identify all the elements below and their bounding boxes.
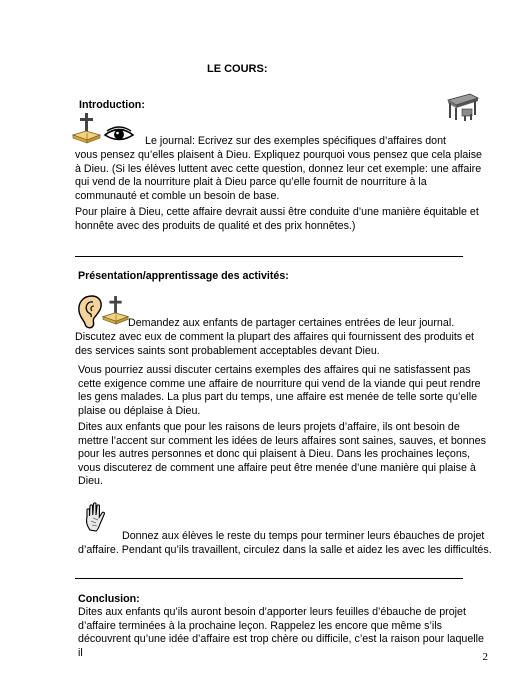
conclusion-heading: Conclusion:: [78, 593, 140, 605]
presentation-para1-text: Discutez avec eux de comment la plupart des affaires qui fournissent des produits et des services saints sont probablement acceptables devant Dieu.: [75, 331, 475, 357]
intro-paragraph-2: Pour plaire à Dieu, cette affaire devrait aussi être conduite d’une manière équitable et honnête avec des produits de qualité et des prix honnêtes.): [75, 206, 479, 232]
school-desk-icon: [444, 92, 480, 122]
hand-icon: [84, 502, 108, 532]
presentation-para4-text: d’affaire. Pendant qu’ils travaillent, circulez dans la salle et aidez les avec les difficultés.: [78, 544, 492, 556]
page-number: 2: [482, 651, 488, 663]
bible-cross-icon: [102, 294, 130, 328]
section-divider: [75, 256, 463, 257]
introduction-heading: Introduction:: [79, 99, 145, 111]
presentation-heading: Présentation/apprentissage des activités:: [78, 270, 289, 282]
presentation-para3: Dites aux enfants que pour les raisons de leurs projets d’affaire, ils ont besoin de mettre l’accent sur comment les idées de leurs affaires sont saines, sauves, et bonnes pour les autres personnes et donc qui plaisent à Dieu. Dans les prochaines leçons, vous discuterez de comment une affaire peut être menée d’une manière qui plaise à Dieu.: [78, 421, 486, 488]
ear-icon: [76, 294, 104, 330]
eye-icon: [103, 126, 135, 142]
presentation-para1-first-line: Demandez aux enfants de partager certaines entrées de leur journal.: [128, 317, 455, 329]
page-title: LE COURS:: [207, 63, 268, 75]
conclusion-text: Dites aux enfants qu’ils auront besoin d’apporter leurs feuilles d’ébauche de projet d’affaire terminées à la prochaine leçon. Rappelez les encore que même s’ils découvrent qu’une idée d’affaire est trop chère ou difficile, c’est la raison pour laquelle il: [78, 606, 484, 659]
intro-journal-text: vous pensez qu’elles plaisent à Dieu. Expliquez pourquoi vous pensez que cela plaise à Dieu. (Si les élèves luttent avec cette question, donnez leur cet exemple: une affaire qui vend de la nourriture plait à Dieu parce qu’elle fournit de nourriture à la communauté et comble un besoin de base.: [75, 149, 482, 202]
presentation-para4-first-line: Donnez aux élèves le reste du temps pour terminer leurs ébauches de projet: [122, 530, 485, 542]
bible-cross-icon: [72, 113, 102, 145]
intro-journal-first-line: Le journal: Ecrivez sur des exemples spécifiques d’affaires dont: [145, 135, 446, 147]
presentation-para2: Vous pourriez aussi discuter certains exemples des affaires qui ne satisfassent pas cette exigence comme une affaire de nourriture qui vend de la viande qui peut rendre les gens malades. La plus part du temps, une affaire est menée de telle sorte qu’elle plaise ou déplaise à Dieu.: [78, 364, 481, 417]
section-divider: [75, 578, 463, 579]
